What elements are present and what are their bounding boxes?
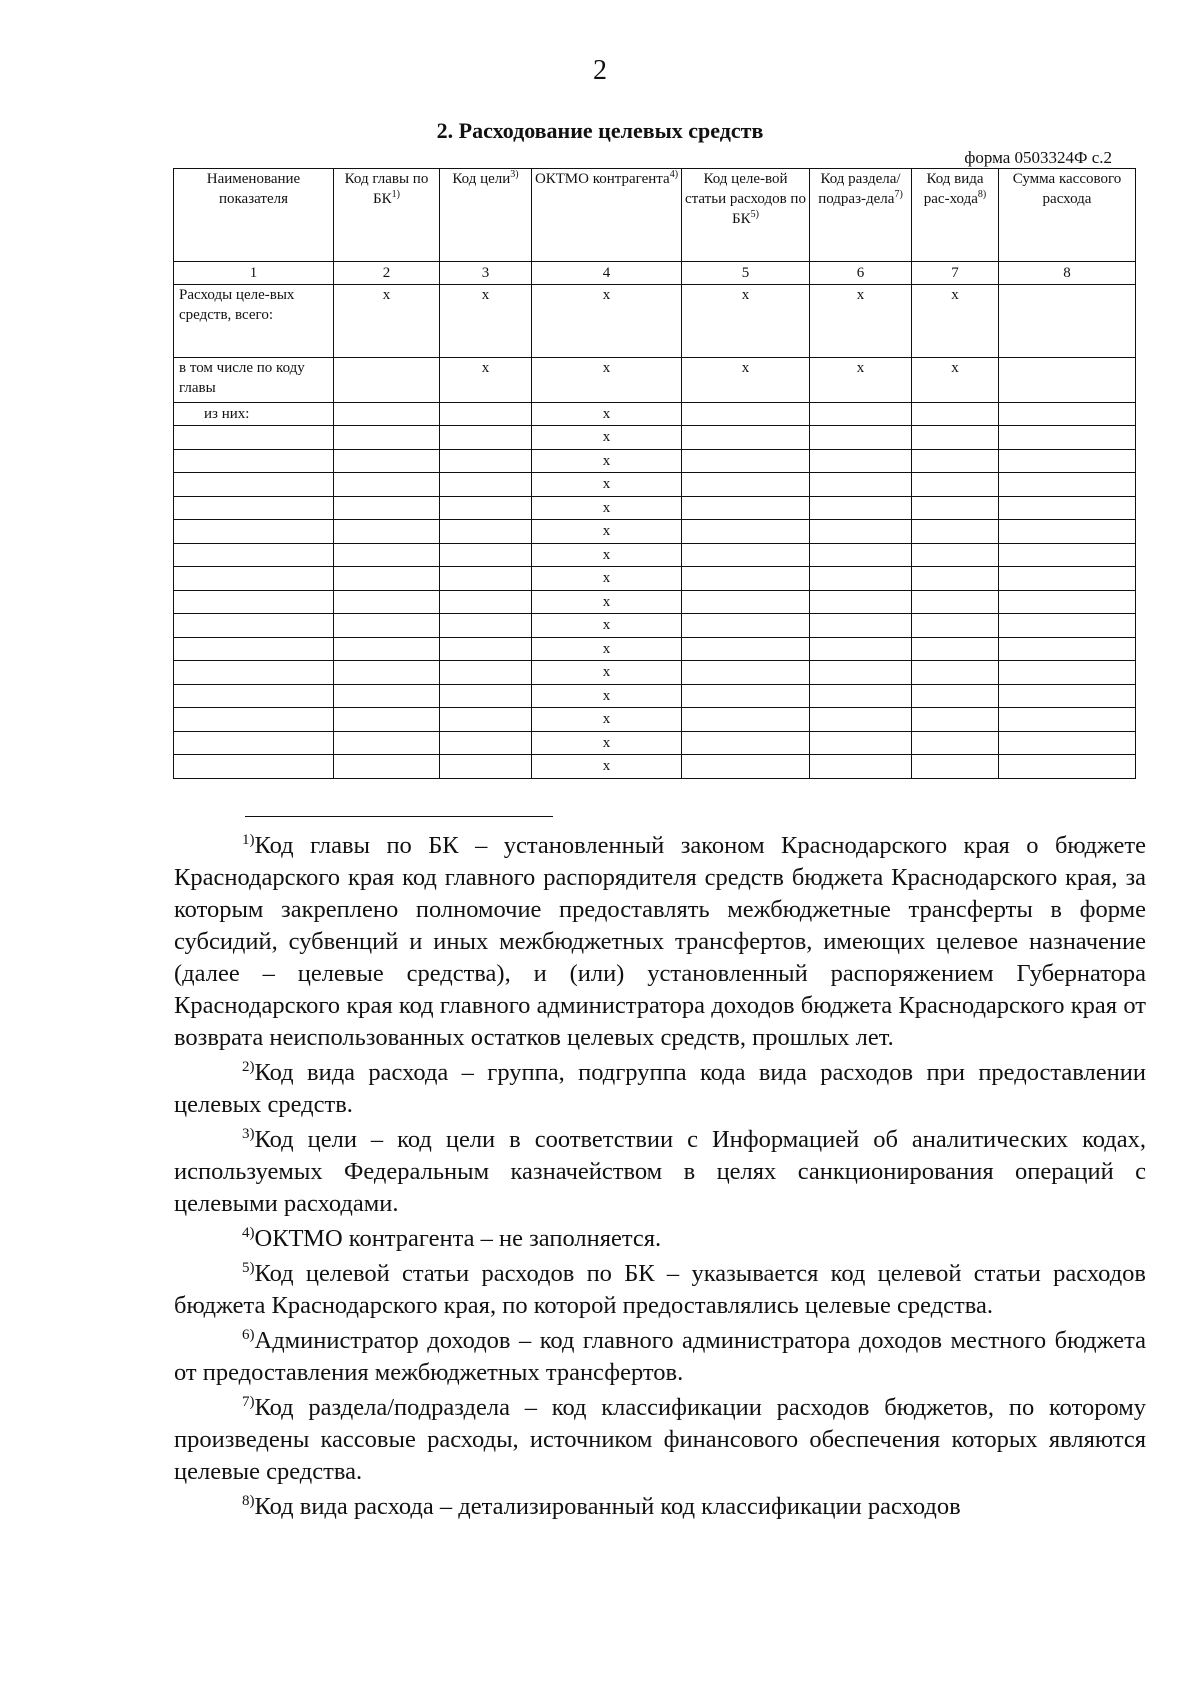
table-cell: x <box>810 358 912 403</box>
table-row <box>174 731 1136 755</box>
table-cell <box>440 755 532 779</box>
table-cell <box>810 637 912 661</box>
table-cell <box>174 731 334 755</box>
footnote-mark: 1) <box>242 831 255 848</box>
column-header-text: ОКТМО контрагента <box>534 171 670 187</box>
table-cell <box>682 496 810 520</box>
table-cell <box>682 637 810 661</box>
table-row <box>174 426 1136 450</box>
footnote-text: Код целевой статьи расходов по БК – указывается код целевой статьи расходов бюджета Краснодарского края, по которой предоставлялись целевые средства. <box>174 1260 1146 1319</box>
table-cell: x <box>532 520 682 544</box>
table-cell <box>440 637 532 661</box>
table-cell <box>440 684 532 708</box>
table-cell <box>912 426 999 450</box>
column-header-2 <box>334 169 440 262</box>
table-cell <box>682 449 810 473</box>
table-cell <box>912 708 999 732</box>
footnote-mark: 6) <box>242 1326 255 1343</box>
table-row <box>174 358 1136 403</box>
column-number: 6 <box>810 262 912 285</box>
table-cell: x <box>440 358 532 403</box>
column-header-text: Код целе-вой статьи расходов по БК <box>685 171 806 227</box>
table-cell <box>999 614 1136 638</box>
table-cell <box>810 661 912 685</box>
table-cell <box>334 590 440 614</box>
table-cell <box>334 496 440 520</box>
table-cell <box>334 755 440 779</box>
table-cell <box>174 755 334 779</box>
footnote-ref: 5) <box>750 209 759 220</box>
row-label: в том числе по коду главы <box>174 358 334 403</box>
table-cell <box>810 543 912 567</box>
table-cell: x <box>440 285 532 358</box>
table-cell <box>810 449 912 473</box>
table-cell <box>999 543 1136 567</box>
table-cell <box>810 590 912 614</box>
footnote-ref: 8) <box>977 189 987 200</box>
column-header-text: Код главы по БК <box>344 171 429 207</box>
table-cell <box>682 755 810 779</box>
footnote-1 <box>174 830 1146 1054</box>
table-cell <box>999 520 1136 544</box>
table-row <box>174 614 1136 638</box>
page-number: 2 <box>593 55 607 86</box>
column-number: 3 <box>440 262 532 285</box>
table-cell <box>334 708 440 732</box>
column-header-8 <box>999 169 1136 262</box>
table-cell <box>334 358 440 403</box>
table-cell <box>999 755 1136 779</box>
table-cell <box>174 473 334 497</box>
column-header-text: Наименование показателя <box>206 171 301 207</box>
table-cell: x <box>532 684 682 708</box>
table-cell <box>174 684 334 708</box>
table-cell <box>440 449 532 473</box>
column-number: 8 <box>999 262 1136 285</box>
table-row <box>174 755 1136 779</box>
table-cell <box>440 614 532 638</box>
footnote-2 <box>174 1057 1146 1121</box>
table-cell: x <box>334 285 440 358</box>
table-cell <box>912 449 999 473</box>
table-cell <box>912 567 999 591</box>
table-cell <box>912 637 999 661</box>
column-header-3 <box>440 169 532 262</box>
table-cell <box>174 590 334 614</box>
table-cell: x <box>532 473 682 497</box>
footnote-mark: 2) <box>242 1058 255 1075</box>
table-cell <box>912 661 999 685</box>
table-cell <box>174 567 334 591</box>
table-cell <box>810 403 912 426</box>
table-cell <box>682 567 810 591</box>
column-header-4 <box>532 169 682 262</box>
table-cell: x <box>912 285 999 358</box>
table-cell <box>682 426 810 450</box>
expenditure-table <box>173 168 1136 779</box>
row-label: Расходы целе-вых средств, всего: <box>174 285 334 358</box>
footnote-mark: 5) <box>242 1259 255 1276</box>
table-cell <box>334 403 440 426</box>
table-cell <box>682 661 810 685</box>
table-cell: x <box>912 358 999 403</box>
footnote-ref: 7) <box>894 189 903 200</box>
table-row <box>174 285 1136 358</box>
table-cell <box>810 520 912 544</box>
table-cell <box>912 590 999 614</box>
table-row <box>174 567 1136 591</box>
table-cell <box>440 426 532 450</box>
table-cell: x <box>532 358 682 403</box>
table-cell <box>810 473 912 497</box>
column-number: 5 <box>682 262 810 285</box>
table-cell <box>174 449 334 473</box>
table-cell <box>682 403 810 426</box>
table-cell <box>810 755 912 779</box>
table-row <box>174 708 1136 732</box>
footnotes <box>174 830 1146 1526</box>
table-cell <box>440 520 532 544</box>
table-cell <box>912 520 999 544</box>
table-cell <box>912 473 999 497</box>
table-cell <box>440 731 532 755</box>
footnote-mark: 4) <box>242 1224 255 1241</box>
table-row <box>174 543 1136 567</box>
table-row <box>174 590 1136 614</box>
table-cell <box>912 543 999 567</box>
table-cell <box>174 661 334 685</box>
table-cell <box>999 358 1136 403</box>
table-cell: x <box>532 426 682 450</box>
table-cell <box>999 567 1136 591</box>
footnote-text: ОКТМО контрагента – не заполняется. <box>254 1225 662 1252</box>
table-cell <box>174 496 334 520</box>
table-cell: x <box>532 403 682 426</box>
table-cell <box>810 426 912 450</box>
table-cell <box>999 496 1136 520</box>
table-cell <box>999 285 1136 358</box>
column-number: 7 <box>912 262 999 285</box>
table-cell <box>999 590 1136 614</box>
table-cell <box>810 614 912 638</box>
column-number: 1 <box>174 262 334 285</box>
table-cell <box>682 590 810 614</box>
table-row <box>174 637 1136 661</box>
footnote-mark: 3) <box>242 1125 255 1142</box>
column-number-row <box>174 262 1136 285</box>
footnote-ref: 3) <box>510 169 519 180</box>
table-cell: x <box>682 285 810 358</box>
table-cell <box>440 590 532 614</box>
table-cell: x <box>532 661 682 685</box>
column-header-5 <box>682 169 810 262</box>
table-cell <box>174 614 334 638</box>
table-cell: x <box>532 590 682 614</box>
table-cell <box>999 637 1136 661</box>
table-cell <box>440 661 532 685</box>
table-cell <box>334 661 440 685</box>
table-cell <box>912 403 999 426</box>
footnote-text: Код цели – код цели в соответствии с Информацией об аналитических кодах, используемых Федеральным казначейством в целях санкционирования операций с целевыми расходами. <box>174 1126 1146 1217</box>
footnote-rule <box>245 816 553 817</box>
table-cell <box>999 449 1136 473</box>
table-cell <box>682 731 810 755</box>
footnote-mark: 8) <box>242 1492 255 1509</box>
column-header-6 <box>810 169 912 262</box>
footnote-6 <box>174 1325 1146 1389</box>
footnote-8 <box>174 1491 1146 1523</box>
table-row <box>174 473 1136 497</box>
table-cell <box>682 684 810 708</box>
table-cell <box>334 520 440 544</box>
table-cell <box>334 449 440 473</box>
table-cell <box>440 708 532 732</box>
table-cell <box>999 731 1136 755</box>
footnote-7 <box>174 1392 1146 1488</box>
table-cell <box>334 567 440 591</box>
table-cell <box>334 426 440 450</box>
table-cell <box>999 708 1136 732</box>
table-cell <box>440 543 532 567</box>
table-cell <box>174 426 334 450</box>
table-cell <box>912 614 999 638</box>
table-cell <box>682 520 810 544</box>
table-cell <box>682 614 810 638</box>
table-cell: x <box>810 285 912 358</box>
table-cell: x <box>532 637 682 661</box>
table-cell <box>334 543 440 567</box>
table-cell <box>440 403 532 426</box>
table-cell <box>334 473 440 497</box>
table-row <box>174 496 1136 520</box>
table-cell: x <box>532 543 682 567</box>
table-cell <box>334 614 440 638</box>
table-cell: x <box>532 708 682 732</box>
table-cell <box>440 473 532 497</box>
table-cell <box>999 403 1136 426</box>
footnote-text: Администратор доходов – код главного администратора доходов местного бюджета от предоставления межбюджетных трансфертов. <box>174 1327 1146 1386</box>
table-cell: x <box>532 614 682 638</box>
table-cell <box>810 684 912 708</box>
footnote-text: Код раздела/подраздела – код классификации расходов бюджетов, по которому произведены кассовые расходы, источником финансового обеспечения которых являются целевые средства. <box>174 1394 1146 1485</box>
footnote-3 <box>174 1124 1146 1220</box>
column-header-text: Сумма кассового расхода <box>1012 171 1122 207</box>
column-number: 4 <box>532 262 682 285</box>
table-cell: x <box>532 449 682 473</box>
table-cell <box>810 708 912 732</box>
table-row <box>174 684 1136 708</box>
table-cell <box>334 637 440 661</box>
table-cell <box>810 731 912 755</box>
table-cell <box>174 543 334 567</box>
table-row <box>174 403 1136 426</box>
table-cell <box>810 496 912 520</box>
table-cell <box>682 708 810 732</box>
footnote-ref: 1) <box>391 189 400 200</box>
table-cell <box>440 567 532 591</box>
section-title: 2. Расходование целевых средств <box>436 118 764 143</box>
table-cell <box>334 731 440 755</box>
table-cell <box>440 496 532 520</box>
table-cell <box>912 496 999 520</box>
table-cell <box>174 637 334 661</box>
table-row <box>174 520 1136 544</box>
column-header-text: Код цели <box>452 171 511 187</box>
footnote-mark: 7) <box>242 1393 255 1410</box>
table-cell: x <box>532 755 682 779</box>
table-cell: x <box>682 358 810 403</box>
table-cell: x <box>532 731 682 755</box>
table-cell <box>334 684 440 708</box>
form-code: форма 0503324Ф с.2 <box>964 148 1112 167</box>
table-cell <box>912 684 999 708</box>
table-cell <box>999 426 1136 450</box>
table-cell <box>999 661 1136 685</box>
table-cell <box>912 731 999 755</box>
column-number: 2 <box>334 262 440 285</box>
column-header-text: Код раздела/ подраз-дела <box>818 171 901 207</box>
table-cell <box>174 520 334 544</box>
column-header-7 <box>912 169 999 262</box>
table-cell: x <box>532 496 682 520</box>
footnote-4 <box>174 1223 1146 1255</box>
table-cell <box>682 543 810 567</box>
table-cell: x <box>532 567 682 591</box>
table-cell <box>999 684 1136 708</box>
column-header-1 <box>174 169 334 262</box>
table-cell <box>174 708 334 732</box>
table-cell <box>682 473 810 497</box>
footnote-text: Код вида расхода – группа, подгруппа кода вида расходов при предоставлении целевых средств. <box>174 1059 1146 1118</box>
table-cell <box>912 755 999 779</box>
footnote-5 <box>174 1258 1146 1322</box>
footnote-text: Код главы по БК – установленный законом Краснодарского края о бюджете Краснодарского края код главного распорядителя средств бюджета Краснодарского края, за которым закреплено полномочие предоставлять межбюджетные трансферты в форме субсидий, субвенций и иных межбюджетных трансфертов, имеющих целевое назначение (далее – целевые средства), и (или) установленный распоряжением Губернатора Краснодарского края код главного администратора доходов бюджета Краснодарского края от возврата неиспользованных остатков целевых средств, прошлых лет. <box>174 832 1146 1051</box>
footnote-text: Код вида расхода – детализированный код классификации расходов <box>254 1493 961 1520</box>
table-cell <box>999 473 1136 497</box>
column-header-text: Код вида рас-хода <box>923 171 984 207</box>
table-cell <box>810 567 912 591</box>
row-label: из них: <box>174 403 334 426</box>
table-cell: x <box>532 285 682 358</box>
footnote-ref: 4) <box>669 169 679 180</box>
table-row <box>174 449 1136 473</box>
table-row <box>174 661 1136 685</box>
